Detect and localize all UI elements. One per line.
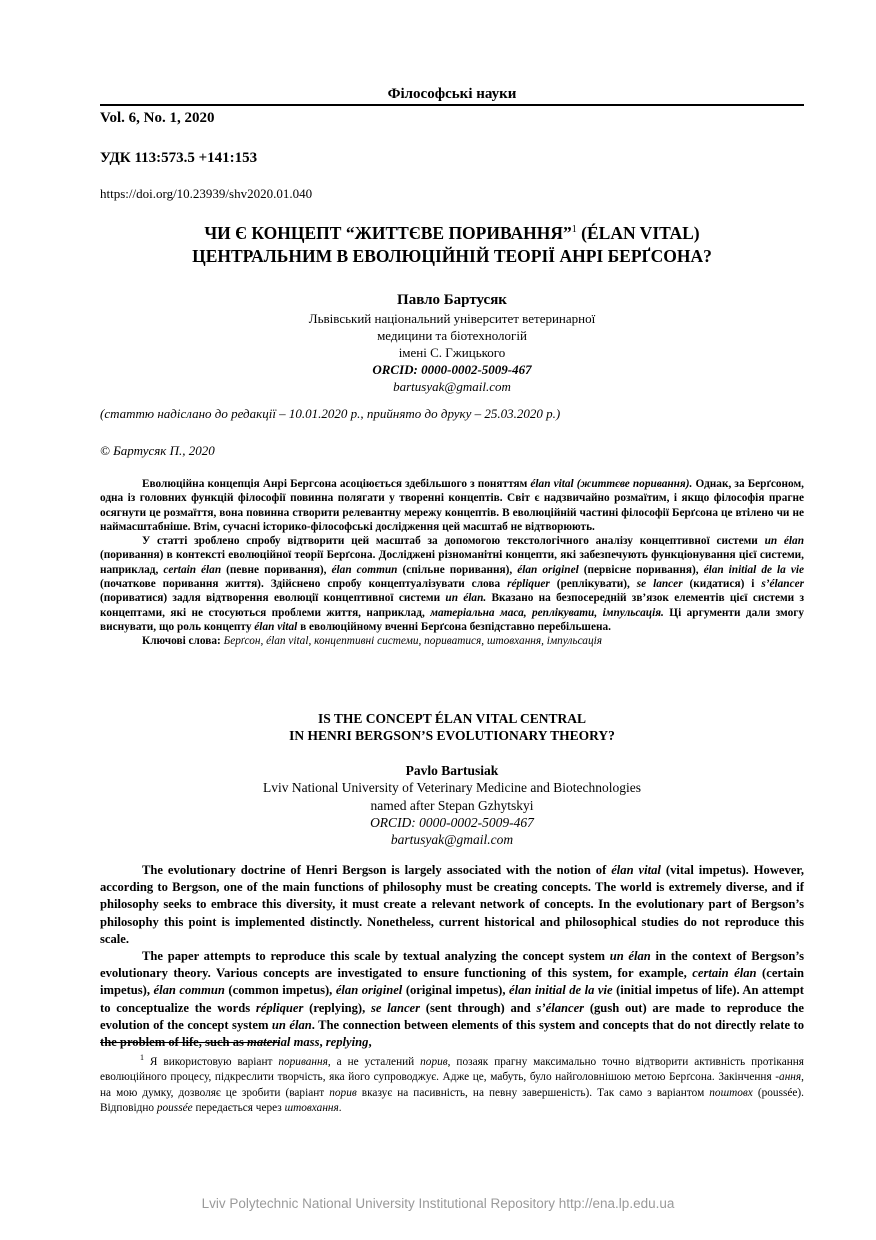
text-run: Я використовую варіант (144, 1055, 279, 1068)
text-run: передається через (192, 1102, 285, 1115)
text-run: certain élan (163, 563, 222, 576)
text-run: (пориватися) задля відтворення еволюції концептивної системи (100, 592, 446, 605)
text-run: . (338, 1102, 342, 1115)
text-run: (initial impetus of life). An attempt to conceptualize the words (100, 983, 804, 1015)
text-run: in the context of Bergson’s evolutionary theory. Various concepts are investigated to ensure functioning of this system, for example, (100, 949, 804, 981)
text-run: élan initial de la vie (509, 983, 613, 998)
email-uk[interactable]: bartusyak@gmail.com (393, 379, 511, 394)
text-run: (первісне поривання), (578, 563, 704, 576)
keywords-label: Ключові слова: (142, 635, 221, 648)
abstract-en-paragraph-1 (100, 862, 804, 948)
text-run: se lancer (370, 1000, 421, 1015)
text-run: штовхання (284, 1102, 339, 1115)
text-run: élan vital (611, 863, 661, 877)
text-run: (original impetus), (402, 983, 510, 998)
author-name-en: Pavlo Bartusiak (405, 763, 499, 778)
abstract-uk-paragraph-1 (100, 477, 804, 534)
text-run: certain élan (692, 966, 757, 981)
text-run: un élan (609, 949, 651, 964)
text-run: élan commun (153, 983, 225, 998)
author-block-en (100, 762, 804, 848)
abstract-uk-paragraph-2 (100, 534, 804, 634)
title-en-line-1: IS THE CONCEPT ÉLAN VITAL CENTRAL (318, 711, 586, 726)
text-run: material mass (247, 1035, 320, 1050)
text-run: , (319, 1035, 326, 1050)
text-run: порив (329, 1086, 357, 1099)
affiliation-en-1: Lviv National University of Veterinary Medicine and Biotechnologies (262, 780, 642, 796)
keywords-uk (100, 634, 804, 648)
text-run: (certain impetus), (100, 966, 805, 998)
header-rule (100, 104, 804, 106)
text-run: , а не усталений (327, 1055, 421, 1068)
text-run: un élan (764, 535, 804, 548)
text-run: The evolutionary doctrine of Henri Bergson is largely associated with the notion of (142, 863, 612, 877)
text-run: (sent through) and (420, 1000, 537, 1015)
text-run: -ання (775, 1071, 802, 1084)
text-run: (поривання) в контексті еволюційної теорії Берґсона. Досліджені різноманітні концепти, які забезпечують функціонування цієї системи, наприклад, (100, 549, 804, 576)
orcid-uk[interactable]: ORCID: 0000-0002-5009-467 (372, 362, 532, 377)
article-title-en (100, 710, 804, 744)
text-run: Однак, за Берґсоном, одна із головних функцій філософії повинна полягати у творенні концептів. Світ є надзвичайно розмаїтим, і якщо філософія прагне осягнути це розмаїття, вона повинна створити релевантну мережу концептів. В еволюційній частині філософії Берґсона це втілено чи не наймасштабніше. Втім, сучасні історико-філософські дослідження цей масштаб не відтворюють. (100, 478, 804, 533)
text-run: (vital impetus). However, according to Bergson, one of the main functions of philosophy must be creating concepts. The world is extremely diverse, and if philosophy seeks to embrace this diversity, it must create a relevant network of concepts. In the evolutionary part of Bergson’s philosophy this point is implemented distinctly. Nonetheless, current historical and philosophical studies do not reproduce this scale. (100, 863, 804, 946)
text-run: (реплікувати), (549, 578, 637, 591)
text-run: replying (325, 1035, 369, 1050)
author-name-uk: Павло Бартусяк (397, 292, 507, 308)
text-run: Вказано на безпосередній зв’язок елементів цієї системи з концептами, які не стосуються проблеми життя, наприклад, (100, 592, 804, 619)
text-run: répliquer (255, 1000, 304, 1015)
text-run: , (368, 1035, 372, 1050)
text-run: (кидатися) і (682, 578, 762, 591)
udk-code: УДК 113:573.5 +141:153 (100, 150, 258, 166)
text-run: se lancer (636, 578, 683, 591)
text-run: répliquer (507, 578, 550, 591)
text-run: (gush out) are made to reproduce the evolution of the concept system (100, 1000, 804, 1032)
text-run: s’élancer (761, 578, 804, 591)
text-run: un élan (271, 1017, 312, 1032)
text-run: поривання (278, 1055, 328, 1068)
footnote (100, 1050, 804, 1117)
text-run: (спільне поривання), (397, 563, 518, 576)
affiliation-uk-3: імені С. Гжицького (398, 345, 506, 360)
text-run: У статті зроблено спробу відтворити цей масштаб за допомогою текстологічного аналізу концептивної системи (142, 535, 765, 548)
abstract-en-paragraph-2 (100, 948, 804, 1051)
text-run: (певне поривання), (221, 563, 332, 576)
text-run: (replying), (303, 1000, 371, 1015)
text-run: , на мою думку, дозволяє це зробити (варіант (100, 1071, 804, 1099)
text-run: поштовх (709, 1086, 753, 1099)
text-run: élan vital (254, 620, 298, 633)
article-title-uk (100, 218, 804, 268)
email-en[interactable]: bartusyak@gmail.com (390, 832, 514, 848)
title-uk-line-2: ЦЕНТРАЛЬНИМ В ЕВОЛЮЦІЙНІЙ ТЕОРІЇ АНРІ БЕРҐСОНА? (192, 245, 712, 266)
text-run: (poussée). Відповідно (100, 1086, 804, 1115)
text-run: (common impetus), (224, 983, 336, 998)
text-run: . The connection between elements of this system and concepts that do not directly relate to the problem of life, such as (100, 1017, 805, 1050)
text-run: Ці аргументи дали змогу виснувати, що роль концепту (100, 606, 805, 633)
text-run: poussée (156, 1102, 193, 1115)
text-run: élan initial de la vie (703, 563, 804, 576)
doi-link[interactable]: https://doi.org/10.23939/shv2020.01.040 (100, 186, 313, 201)
footnote-mark: 1 (140, 1053, 144, 1062)
affiliation-uk-2: медицини та біотехнологій (377, 328, 527, 343)
repository-watermark: Lviv Polytechnic National University Institutional Repository http://ena.lp.edu.ua (201, 1196, 675, 1211)
affiliation-uk-1: Львівський національний університет ветеринарної (308, 311, 596, 326)
text-run: (початкове поривання життя). Здійснено спробу концептуалізувати слова (100, 578, 508, 591)
title-uk-part-a: ЧИ Є КОНЦЕПТ “ЖИТТЄВЕ ПОРИВАННЯ” (204, 222, 572, 243)
keywords-text: Берґсон, élan vital, концептивні системи, пориватися, штовхання, імпульсація (220, 635, 602, 648)
running-header: Філософські науки (387, 86, 517, 102)
footnote-ref[interactable]: 1 (571, 224, 577, 235)
text-run: , позаяк прагну максимально точно відтворити активність протікання еволюційного процесу, підкреслити творчість, яка його супроводжує. Адже це, мабуть, було найголовнішою метою Берґсона. Закінчення (100, 1055, 804, 1084)
text-run: élan vital (життєве поривання). (530, 478, 693, 490)
text-run: вказує на пасивність, на певну завершеність). Так само з варіантом (356, 1086, 710, 1099)
text-run: матеріальна маса, реплікувати, імпульсація. (430, 606, 664, 619)
author-block-uk (100, 290, 804, 395)
copyright-line: © Бартусяк П., 2020 (100, 443, 215, 458)
text-run: élan commun (331, 563, 398, 576)
abstract-uk (100, 477, 804, 649)
text-run: un élan. (445, 592, 487, 605)
orcid-en[interactable]: ORCID: 0000-0002-5009-467 (370, 814, 534, 830)
text-run: élan originel (335, 983, 403, 998)
abstract-en (100, 862, 804, 1051)
text-run: The paper attempts to reproduce this scale by textual analyzing the concept system (142, 949, 610, 964)
submission-dates: (статтю надіслано до редакції – 10.01.2020 р., прийнято до друку – 25.03.2020 р.) (100, 406, 561, 421)
text-run: Еволюційна концепція Анрі Бергсона асоціюється здебільшого з поняттям (142, 478, 531, 490)
footnote-text (100, 1050, 804, 1117)
title-uk-line-1 (100, 218, 804, 245)
title-en-line-2: IN HENRI BERGSON’S EVOLUTIONARY THEORY? (289, 728, 615, 743)
text-run: s’élancer (536, 1000, 585, 1015)
title-uk-part-b: (ÉLAN VITAL) (576, 222, 700, 243)
text-run: élan originel (517, 563, 579, 576)
text-run: порив (420, 1055, 448, 1068)
volume-info: Vol. 6, No. 1, 2020 (100, 110, 215, 126)
footnote-rule (100, 1042, 280, 1043)
affiliation-en-2: named after Stepan Gzhytskyi (370, 797, 534, 813)
text-run: в еволюційному вченні Берґсона безпідставно перебільшена. (297, 620, 611, 633)
